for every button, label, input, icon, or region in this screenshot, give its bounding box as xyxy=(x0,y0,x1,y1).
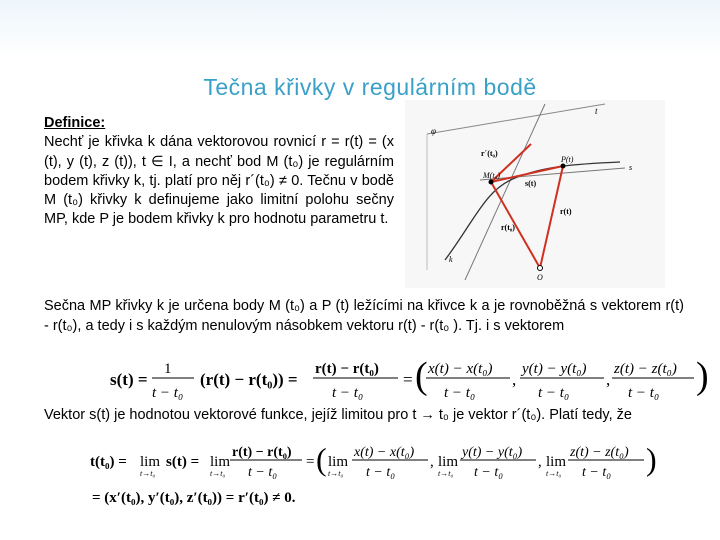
label-r-prime: r´(t₀) xyxy=(481,149,498,158)
equation-tangent xyxy=(90,440,720,510)
eq1-lhs: s(t) = xyxy=(110,370,148,389)
vector-r-t xyxy=(540,166,563,268)
eq2-y-den: t − t₀ xyxy=(474,465,504,480)
eq2-r-den: t − t₀ xyxy=(248,465,278,480)
definition-heading: Definice: xyxy=(44,115,106,131)
eq2-lim3: lim xyxy=(328,454,349,470)
eq1-frac1-num: 1 xyxy=(164,361,172,377)
vector-r-t0 xyxy=(491,182,540,268)
eq2-lim3-sub: t→t₀ xyxy=(328,469,344,478)
eq2-comma1: , xyxy=(430,454,434,470)
eq2-lim4-sub: t→t₀ xyxy=(438,469,454,478)
equation-s-t xyxy=(110,357,710,403)
eq2-line2: = (x′(t₀), y′(t₀), z′(t₀)) = r′(t₀) ≠ 0. xyxy=(92,490,296,506)
eq2-x-num: x(t) − x(t₀) xyxy=(354,445,415,460)
definition-text: Nechť je křivka k dána vektorovou rovnicí r = r(t) = (x (t), y (t), z (t)), t ∈ I, a nechť bod M (t₀) je regulárním bodem křivky k, tj. platí pro něj r´(t₀) ≠ 0. Tečnu v bodě M (t₀) křivky k definujeme jako limitní polohu sečny MP, kde P je bodem křivky k pro hodnotu parametru t. xyxy=(44,134,394,228)
eq1-z-den: t − t₀ xyxy=(628,385,660,401)
eq2-equals: = xyxy=(306,454,315,470)
eq2-z-num: z(t) − z(t₀) xyxy=(570,445,629,460)
label-O: O xyxy=(537,273,543,282)
point-P xyxy=(561,164,566,169)
eq1-z-num: z(t) − z(t₀) xyxy=(614,361,677,377)
limit-paragraph: Vektor s(t) je hodnotou vektorové funkce, jejíž limitou pro t → t₀ je vektor r´(t₀). Platí tedy, že xyxy=(44,407,632,423)
label-P: P(t) xyxy=(561,155,574,164)
tangent-figure xyxy=(405,100,665,288)
label-phi: φ xyxy=(431,126,436,136)
label-r-t: r(t) xyxy=(560,207,572,216)
eq2-lim2-sub: t→t₀ xyxy=(210,469,226,478)
eq1-x-num: x(t) − x(t₀) xyxy=(428,361,493,377)
eq1-close-paren: ) xyxy=(696,357,709,397)
eq1-frac2-den: t − t₀ xyxy=(332,385,364,401)
eq2-lim2: lim xyxy=(210,454,231,470)
eq2-lim5-sub: t→t₀ xyxy=(546,469,562,478)
eq2-open-paren: ( xyxy=(316,441,327,477)
label-k: k xyxy=(449,255,453,264)
eq2-close-paren: ) xyxy=(646,441,657,477)
eq2-comma2: , xyxy=(538,454,542,470)
eq2-s-t: s(t) = xyxy=(166,454,200,470)
label-r-t0: r(t₀) xyxy=(501,223,515,232)
eq2-lim5: lim xyxy=(546,454,567,470)
point-M xyxy=(489,180,494,185)
eq1-frac2-num: r(t) − r(t₀) xyxy=(315,361,379,377)
eq2-lim4: lim xyxy=(438,454,459,470)
eq2-lim1: lim xyxy=(140,454,161,470)
eq2-x-den: t − t₀ xyxy=(366,465,396,480)
label-s-line: s xyxy=(629,163,633,172)
eq1-x-den: t − t₀ xyxy=(444,385,476,401)
eq1-y-den: t − t₀ xyxy=(538,385,570,401)
eq2-y-num: y(t) − y(t₀) xyxy=(462,445,523,460)
eq2-r-num: r(t) − r(t₀) xyxy=(232,445,292,460)
curve-k xyxy=(445,162,620,260)
eq1-comma1: , xyxy=(512,370,517,389)
eq1-y-num: y(t) − y(t₀) xyxy=(522,361,587,377)
point-O xyxy=(538,266,543,271)
label-M: M(t₀) xyxy=(483,171,500,180)
eq2-lim1-sub: t→t₀ xyxy=(140,469,156,478)
eq1-bracket: (r(t) − r(t₀)) = xyxy=(200,370,298,389)
secant-paragraph: Sečna MP křivky k je určena body M (t₀) a P (t) ležícími na křivce k a je rovnoběžná s vektorem r(t) - r(t₀), a tedy i s každým nenulovým násobkem vektoru r(t) - r(t₀ ). Tj. i s vektorem xyxy=(44,298,684,334)
tangent-line xyxy=(465,104,545,280)
label-s-t: s(t) xyxy=(525,179,537,188)
eq1-comma2: , xyxy=(606,370,611,389)
eq2-lhs: t(t₀) = xyxy=(90,454,127,470)
label-t: t xyxy=(595,106,598,116)
eq2-z-den: t − t₀ xyxy=(582,465,612,480)
page-title: Tečna křivky v regulárním bodě xyxy=(203,74,537,100)
eq1-open-paren: ( xyxy=(415,357,428,397)
secant-line xyxy=(480,168,625,180)
eq1-frac1-den: t − t₀ xyxy=(152,385,184,401)
definition-block xyxy=(44,114,394,230)
eq1-equals: = xyxy=(403,370,413,389)
plane-edge xyxy=(427,104,605,134)
